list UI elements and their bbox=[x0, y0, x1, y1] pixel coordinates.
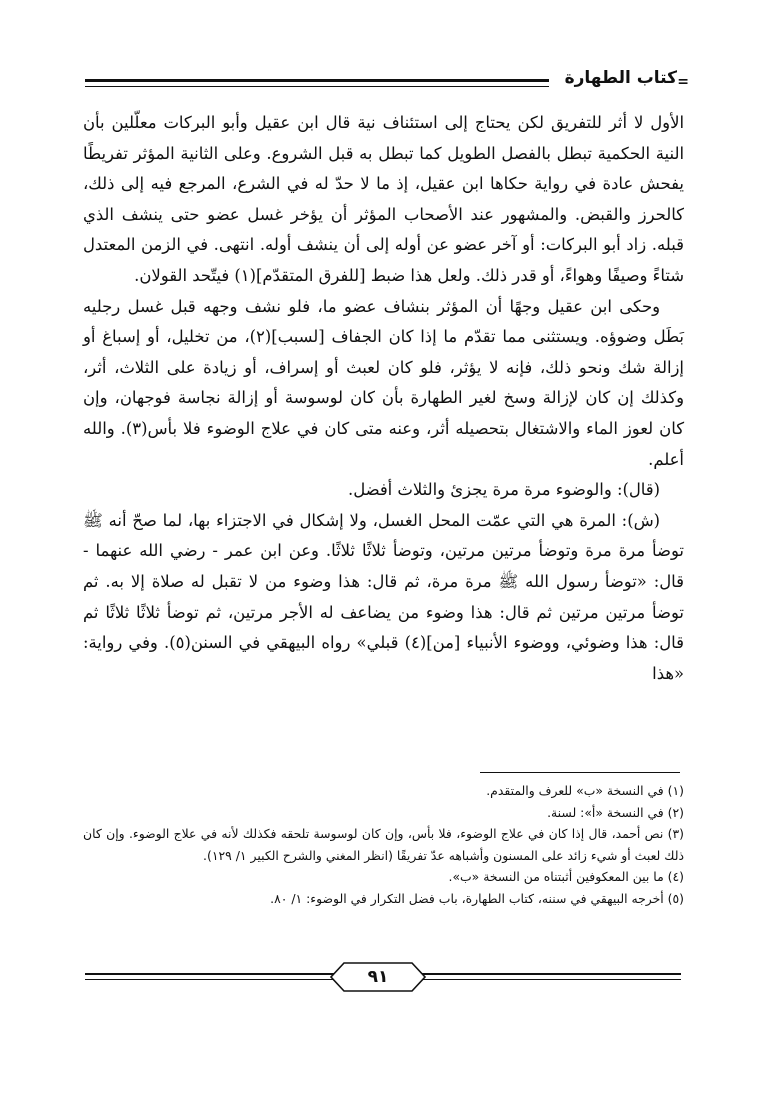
footnote: (٢) في النسخة «أ»: لسنة. bbox=[547, 804, 684, 820]
header-rule-thin bbox=[85, 86, 549, 87]
footnote: (١) في النسخة «ب» للعرف والمتقدم. bbox=[486, 783, 684, 798]
running-header-title: كتاب الطهارة bbox=[564, 68, 677, 88]
page-footer bbox=[85, 948, 681, 1008]
paragraph: وحكى ابن عقيل وجهًا أن المؤثر بنشاف عضو ما، فلو نشف وجهه قبل غسل رجليه بَطَل وضوؤه. ويستثنى مما تقدّم ما إذا كان الجفاف [لسبب](٢)، من تخليل، أو إسباغ أو إزالة شك ونحو ذلك، فإنه لا يؤثر، فلو كان لعبث أو إسراف، أو زيادة على الثلاث، أثر، وكذلك إن كان لإزالة وسخ لغير الطهارة بأن كان لوسوسة أو إزالة نجاسة فوجهان، وإن كان لعوز الماء والاشتغال بتحصيله أثر، وعنه متى كان في علاج الوضوء فلا بأس(٣). والله أعلم. bbox=[83, 296, 684, 469]
main-text bbox=[83, 108, 684, 758]
header-rule bbox=[85, 79, 549, 82]
header-ornament: = bbox=[677, 74, 689, 90]
page-number-badge bbox=[330, 962, 426, 992]
paragraph: (ش): المرة هي التي عمّت المحل الغسل، ولا إشكال في الاجتزاء بها، لما صحّ أنه ﷺ توضأ مرة مرة وتوضأ مرتين مرتين، وتوضأ ثلاثًا ثلاثًا. وعن ابن عمر - رضي الله عنهما - قال: «توضأ رسول الله ﷺ مرة مرة، ثم قال: هذا وضوء من لا تقبل له صلاة إلا به. ثم توضأ مرتين مرتين ثم قال: هذا وضوء من يضاعف له الأجر مرتين، ثم توضأ ثلاثًا ثلاثًا ثم قال: هذا وضوئي، ووضوء الأنبياء [من](٤) قبلي» رواه البيهقي في السنن(٥). وفي رواية: «هذا bbox=[83, 510, 684, 683]
running-header bbox=[85, 60, 689, 100]
footnote: (٥) أخرجه البيهقي في سننه، كتاب الطهارة، باب فضل التكرار في الوضوء: ١/ ٨٠. bbox=[270, 890, 684, 906]
paragraph: الأول لا أثر للتفريق لكن يحتاج إلى استئناف نية قال ابن عقيل وأبو البركات معلّلين بأن النية الحكمية تبطل بالفصل الطويل كما تبطل به قبل الشروع. وعلى الثانية المؤثر تفريطًا يفحش عادة في رواية حكاها ابن عقيل، إذ ما لا حدّ له في الشرع، المرجع فيه إلى ذلك، كالحرز والقبض. والمشهور عند الأصحاب المؤثر أن يؤخر غسل عضو حتى ينشف الذي قبله. زاد أبو البركات: أو آخر عضو عن أوله إلى أن ينشف أوله. انتهى. في الزمن المعتدل شتاءً وصيفًا وهواءً، أو قدر ذلك. ولعل هذا ضبط [للفرق المتقدّم](١) فيتّحد القولان. bbox=[83, 113, 684, 285]
paragraph: (قال): والوضوء مرة مرة يجزئ والثلاث أفضل. bbox=[347, 480, 660, 500]
footnote-separator bbox=[480, 772, 680, 773]
footnote: (٣) نص أحمد، قال إذا كان في علاج الوضوء، فلا بأس، وإن كان لوسوسة تلحقه فكذلك لأنه في علاج الوضوء. وإن كان ذلك لعبث أو شيء زائد على المسنون وأشباهه عدّ تفريقًا (انظر المغني والشرح الكبير ١/ ١٢٩). bbox=[83, 826, 684, 863]
footnotes bbox=[83, 780, 684, 909]
page-number: ٩١ bbox=[367, 967, 389, 987]
footnote: (٤) ما بين المعكوفين أثبتناه من النسخة «ب». bbox=[448, 869, 684, 884]
